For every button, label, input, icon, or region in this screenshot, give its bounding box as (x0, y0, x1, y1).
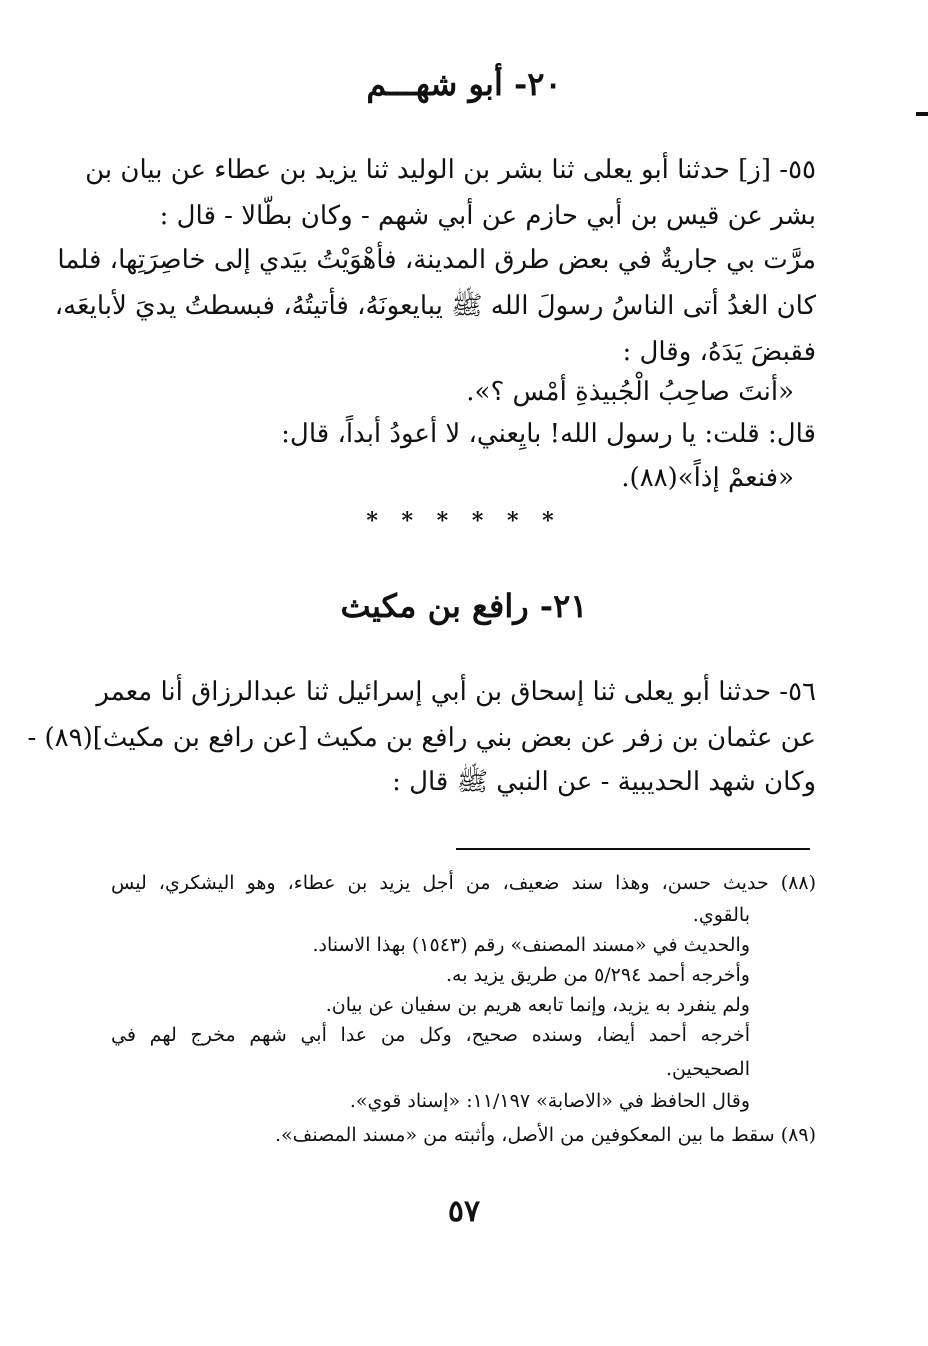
hadith-56-line-2: عن عثمان بن زفر عن بعض بني رافع بن مكيث [عن رافع بن مكيث](٨٩) - (27, 723, 816, 753)
hadith-56-line-1: ٥٦- حدثنا أبو يعلى ثنا إسحاق بن أبي إسرائيل ثنا عبدالرزاق أنا معمر (96, 677, 816, 707)
hadith-55-line-1: ٥٥- [ز] حدثنا أبو يعلى ثنا بشر بن الوليد ثنا يزيد بن عطاء عن بيان بن (85, 155, 816, 185)
footnote-88-line-4: وأخرجه أحمد ٥/٢٩٤ من طريق يزيد به. (445, 964, 750, 986)
footnote-88-line-2: بالقوي. (692, 904, 750, 926)
hadith-55-line-2: بشر عن قيس بن أبي حازم عن أبي شهم - وكان بطّالا - قال : (159, 201, 816, 231)
hadith-56-line-3: وكان شهد الحديبية - عن النبي ﷺ قال : (392, 767, 816, 797)
hadith-55-line-3: مرَّت بي جاريةٌ في بعض طرق المدينة، فأهْوَيْتُ بيَدي إلى خاصِرَتِها، فلما (57, 245, 816, 275)
margin-mark (916, 112, 928, 116)
section-separator: * * * * * * (366, 508, 562, 534)
section-heading-21: ٢١- رافع بن مكيث (340, 587, 588, 625)
hadith-55-line-5: فقبضَ يَدَهُ، وقال : (622, 337, 816, 367)
footnote-88-line-5: ولم ينفرد به يزيد، وإنما تابعه هريم بن سفيان عن بيان. (325, 994, 750, 1016)
footnote-rule (456, 848, 810, 850)
footnote-89: (٨٩) سقط ما بين المعكوفين من الأصل، وأثبته من «مسند المصنف». (275, 1124, 816, 1146)
section-heading-20: ٢٠- أبو شهـــم (366, 65, 562, 103)
footnote-88-line-8: وقال الحافظ في «الاصابة» ١١/١٩٧: «إسناد قوي». (349, 1090, 750, 1112)
footnote-88-line-7: الصحيحين. (665, 1058, 750, 1080)
hadith-55-line-6: «أنتَ صاحِبُ الْجُبيذةِ أمْس ؟». (466, 377, 794, 407)
footnote-88-line-1: (٨٨) حديث حسن، وهذا سند ضعيف، من أجل يزيد بن عطاء، وهو اليشكري، ليس (111, 872, 816, 894)
page-number: ٥٧ (447, 1194, 481, 1229)
hadith-55-line-8: «فنعمْ إذاً»(٨٨). (621, 463, 794, 493)
hadith-55-line-4: كان الغدُ أتى الناسُ رسولَ الله ﷺ يبايعونَهُ، فأتيتُهُ، فبسطتُ يديَ لأبايعَه، (54, 291, 816, 321)
footnote-88-line-6: أخرجه أحمد أيضا، وسنده صحيح، وكل من عدا أبي شهم مخرج لهم في (111, 1024, 750, 1046)
footnote-88-line-3: والحديث في «مسند المصنف» رقم (١٥٤٣) بهذا الاسناد. (312, 934, 750, 956)
hadith-55-line-7: قال: قلت: يا رسول الله! بايِعني، لا أعودُ أبداً، قال: (281, 419, 816, 449)
